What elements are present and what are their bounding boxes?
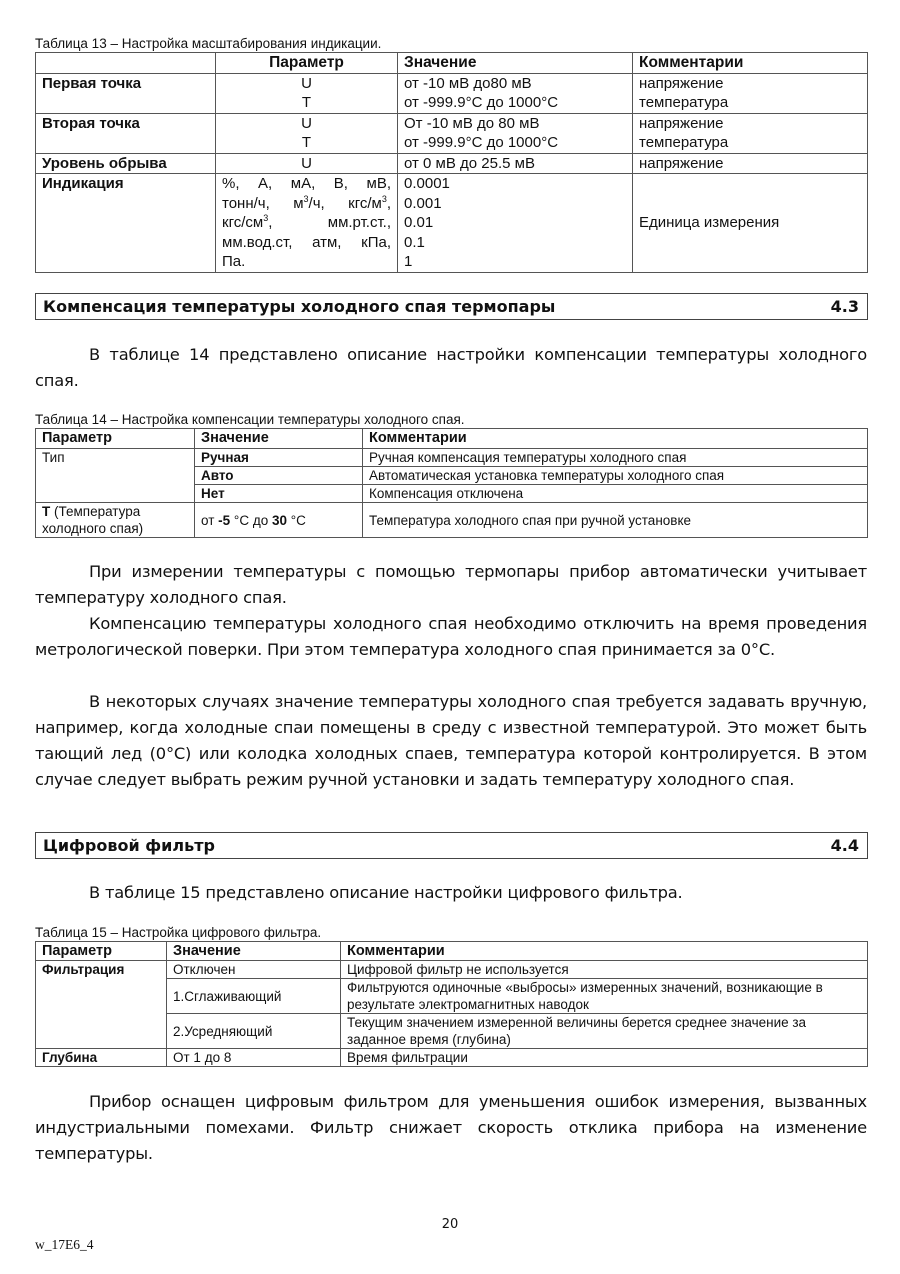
comment-t: температура (639, 134, 729, 151)
unit: мВ, (366, 175, 392, 192)
table13 (35, 52, 868, 273)
table-row (36, 449, 868, 467)
comment: Компенсация отключена (363, 485, 868, 503)
units-line (222, 194, 391, 214)
section-title: Цифровой фильтр (43, 836, 215, 855)
header-value: Значение (398, 53, 633, 74)
header-value: Значение (195, 429, 363, 449)
comment: Ручная компенсация температуры холодного спая (363, 449, 868, 467)
param-u: U (301, 74, 312, 92)
unit-rest: /ч, (308, 194, 325, 212)
param-filtration: Фильтрация (36, 961, 167, 1049)
resolution-value: 0.001 (404, 194, 442, 212)
table14-caption: Таблица 14 – Настройка компенсации температуры холодного спая. (35, 412, 465, 427)
comment: Время фильтрации (341, 1049, 868, 1067)
units-line: Па. (222, 253, 246, 270)
comment-u: напряжение (639, 114, 724, 132)
header-comments: Комментарии (633, 53, 868, 74)
value: Отключен (167, 961, 341, 979)
unit: мм.вод.ст, (222, 233, 293, 251)
value-t: от -999.9°C до 1000°C (404, 94, 559, 111)
section-number: 4.3 (830, 297, 859, 316)
value: 2.Усредняющий (167, 1014, 341, 1049)
header-comments: Комментарии (341, 942, 868, 961)
comment: Автоматическая установка температуры холодного спая (363, 467, 868, 485)
header-empty (36, 53, 216, 74)
paragraph (35, 611, 867, 663)
unit (222, 214, 272, 231)
table-row (36, 503, 868, 538)
table14 (35, 428, 868, 538)
header-value: Значение (167, 942, 341, 961)
unit-base: м (293, 194, 304, 212)
value-u: от -10 мВ до80 мВ (404, 74, 532, 92)
value: 1.Сглаживающий (167, 979, 341, 1014)
comment: Температура холодного спая при ручной установке (363, 503, 868, 538)
unit: А, (258, 175, 273, 192)
resolution-value: 0.0001 (404, 175, 450, 192)
comment-u: напряжение (639, 74, 724, 92)
table-row (36, 1049, 868, 1067)
indication-units (216, 174, 398, 273)
row-name: Первая точка (36, 73, 216, 113)
table-row-indication (36, 174, 868, 273)
row-comments (633, 73, 868, 113)
param-symbol: Т (42, 504, 51, 519)
unit: мА, (290, 175, 316, 192)
unit (348, 195, 391, 212)
row-name: Уровень обрыва (36, 153, 216, 174)
row-name: Индикация (36, 174, 216, 273)
paragraph-text: В некоторых случаях значение температуры холодного спая требуется задавать вручную, например, когда холодные спаи помещены в среду с известной температурой. Это может быть тающий лед (0°С) или колодка холодных спаев, температура которой контролируется. В этом случае следует выбрать режим ручной установки и задать температуру холодного спая. (35, 692, 867, 789)
row-params (216, 73, 398, 113)
unit: В, (333, 175, 348, 192)
comment: Текущим значением измеренной величины берется среднее значение за заданное время (глубина) (341, 1014, 868, 1049)
value-t: от -999.9°C до 1000°C (404, 134, 559, 151)
units-line (222, 213, 391, 233)
row-comments: напряжение (633, 153, 868, 174)
unit: мм.рт.ст., (327, 214, 391, 231)
resolution-value: 1 (404, 253, 413, 270)
value: Нет (195, 485, 363, 503)
unit-base: кгс/см (222, 214, 264, 231)
range-prefix: от (201, 512, 219, 528)
header-parameter: Параметр (36, 942, 167, 961)
paragraph (35, 559, 867, 611)
row-values: от 0 мВ до 25.5 мВ (398, 153, 633, 174)
row-name: Вторая точка (36, 113, 216, 153)
indication-values (398, 174, 633, 273)
document-id: w_17E6_4 (35, 1237, 94, 1252)
unit-sup: 3 (381, 193, 387, 204)
intro-text: В таблице 14 представлено описание настройки компенсации температуры холодного спая. (35, 345, 867, 390)
section-title: Компенсация температуры холодного спая термопары (43, 297, 556, 316)
param-t: T (301, 94, 312, 111)
value-range (195, 503, 363, 538)
comment-t: температура (639, 94, 729, 111)
param-depth: Глубина (36, 1049, 167, 1067)
paragraph (35, 1089, 867, 1167)
param-description: (Температура холодного спая) (42, 504, 144, 536)
param-t: T (301, 134, 312, 151)
units-line (222, 174, 391, 194)
row-comments (633, 113, 868, 153)
table-header-row (36, 942, 868, 961)
units-line (222, 233, 391, 253)
unit-sup: 3 (263, 213, 269, 223)
table-row (36, 113, 868, 153)
section-4-4-intro (35, 880, 867, 906)
table13-caption: Таблица 13 – Настройка масштабирования индикации. (35, 36, 382, 51)
row-params (216, 113, 398, 153)
paragraph-text: Компенсацию температуры холодного спая необходимо отключить на время проведения метрологической поверки. При этом температура холодного спая принимается за 0°С. (35, 614, 867, 659)
range-suffix: °С (287, 512, 306, 528)
param-u: U (301, 114, 312, 132)
section-header-4-3 (35, 293, 868, 320)
resolution-value: 0.1 (404, 233, 425, 251)
unit-sup: 3 (303, 193, 309, 204)
table15-caption: Таблица 15 – Настройка цифрового фильтра. (35, 925, 322, 940)
header-parameter: Параметр (216, 53, 398, 74)
paragraph (35, 689, 867, 793)
unit: атм, (312, 233, 342, 251)
comment: Фильтруются одиночные «выбросы» измеренных значений, возникающие в результате электромагнитных наводок (341, 979, 868, 1014)
table-header-row (36, 53, 868, 74)
value: Ручная (195, 449, 363, 467)
intro-text: В таблице 15 представлено описание настройки цифрового фильтра. (89, 883, 683, 902)
header-comments: Комментарии (363, 429, 868, 449)
table-row (36, 73, 868, 113)
range-max: 30 (271, 512, 287, 528)
paragraph-text: При измерении температуры с помощью термопары прибор автоматически учитывает температуру холодного спая. (35, 562, 867, 607)
row-values (398, 113, 633, 153)
range-mid: °С до (230, 512, 272, 528)
paragraph-text: Прибор оснащен цифровым фильтром для уменьшения ошибок измерения, вызванных индустриальными помехами. Фильтр снижает скорость отклика прибора на изменение температуры. (35, 1092, 867, 1163)
range-min: -5 (218, 512, 231, 528)
header-parameter: Параметр (36, 429, 195, 449)
value: От 1 до 8 (167, 1049, 341, 1067)
table15 (35, 941, 868, 1067)
unit: кПа, (361, 233, 392, 251)
row-params: U (216, 153, 398, 174)
param-t (36, 503, 195, 538)
table-row (36, 961, 868, 979)
unit-rest: , (268, 214, 273, 231)
unit: тонн/ч, (222, 194, 270, 212)
value: Авто (195, 467, 363, 485)
row-values (398, 73, 633, 113)
table-header-row (36, 429, 868, 449)
page-number: 20 (441, 1217, 459, 1232)
section-4-3-intro (35, 342, 867, 394)
param-type: Тип (36, 449, 195, 503)
comment: Цифровой фильтр не используется (341, 961, 868, 979)
value-u: От -10 мВ до 80 мВ (404, 114, 540, 132)
unit-rest: , (386, 194, 391, 212)
indication-comment: Единица измерения (633, 174, 868, 273)
section-header-4-4 (35, 832, 868, 859)
unit: %, (222, 175, 240, 192)
table-row (36, 153, 868, 174)
unit-base: кгс/м (348, 194, 382, 212)
section-number: 4.4 (830, 836, 859, 855)
resolution-value: 0.01 (404, 214, 434, 231)
unit (293, 195, 324, 212)
